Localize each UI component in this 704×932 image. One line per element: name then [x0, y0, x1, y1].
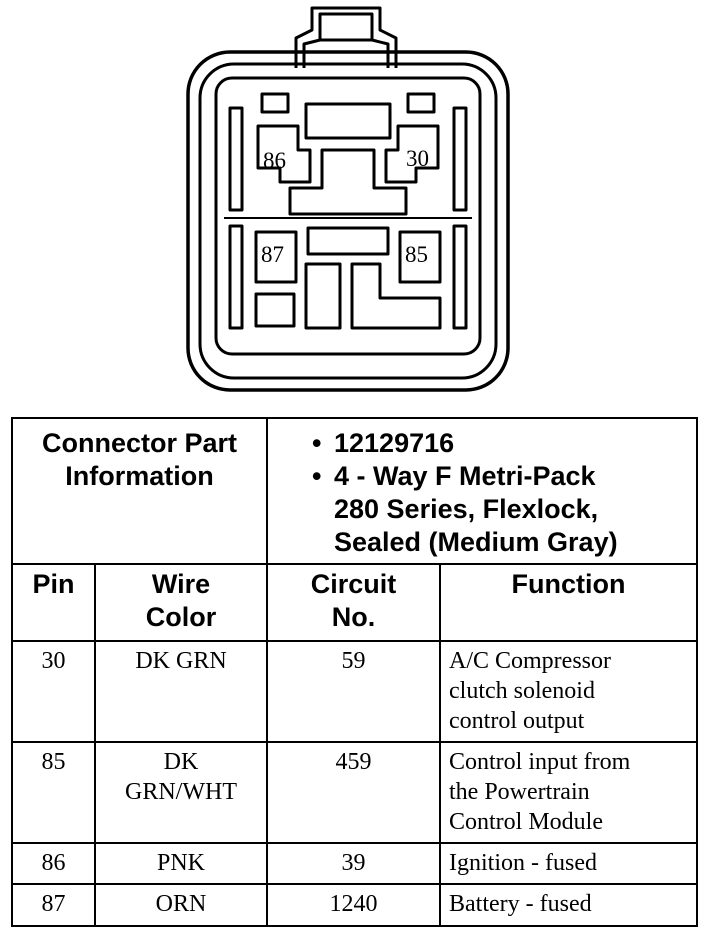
- table-row: [12, 884, 697, 926]
- wire-color-cell: ORN: [95, 884, 267, 926]
- connector-type-item: • 4 - Way F Metri-Pack 280 Series, Flexlock, Sealed (Medium Gray): [312, 460, 696, 559]
- part-info-label: [12, 418, 267, 564]
- column-header-row: [12, 564, 697, 641]
- table-row: [12, 641, 697, 742]
- pin-cell: 87: [12, 884, 95, 926]
- function-cell: A/C Compressor clutch solenoid control output: [440, 641, 697, 742]
- bottom-right-l-cavity: [352, 264, 440, 328]
- wire-color-cell: PNK: [95, 843, 267, 884]
- table-row: [12, 742, 697, 843]
- column-header-function: Function: [440, 564, 697, 641]
- part-info-label-line: Connector Part: [41, 428, 238, 458]
- housing-middle: [200, 64, 496, 378]
- part-info-details: [267, 418, 697, 564]
- wire-color-cell: DK GRN/WHT: [95, 742, 267, 843]
- pin-cell: 85: [12, 742, 95, 843]
- function-cell: Battery - fused: [440, 884, 697, 926]
- table-row: [12, 843, 697, 884]
- connector-face-diagram: [0, 0, 704, 410]
- locking-tab: [296, 8, 396, 68]
- pin-label-85: 85: [405, 242, 428, 267]
- column-header-wire-color: Wire Color: [95, 564, 267, 641]
- top-center-cavity: [306, 104, 390, 138]
- locking-tab-inner: [320, 14, 372, 40]
- wire-color-cell: DK GRN: [95, 641, 267, 742]
- part-info-label-line: Information: [65, 461, 214, 491]
- column-header-circuit-no: Circuit No.: [267, 564, 440, 641]
- function-cell: Ignition - fused: [440, 843, 697, 884]
- pin-cell: 30: [12, 641, 95, 742]
- bottom-center-cavity: [308, 228, 388, 254]
- pin-label-86: 86: [263, 148, 286, 173]
- connector-info-table: [11, 417, 698, 927]
- circuit-cell: 1240: [267, 884, 440, 926]
- pin-cell: 86: [12, 843, 95, 884]
- part-number-item: • 12129716: [312, 427, 696, 460]
- part-info-row: [12, 418, 697, 564]
- circuit-cell: 59: [267, 641, 440, 742]
- pin-label-87: 87: [261, 242, 284, 267]
- function-cell: Control input from the Powertrain Control Module: [440, 742, 697, 843]
- circuit-cell: 459: [267, 742, 440, 843]
- circuit-cell: 39: [267, 843, 440, 884]
- pin-label-30: 30: [406, 146, 429, 171]
- column-header-pin: Pin: [12, 564, 95, 641]
